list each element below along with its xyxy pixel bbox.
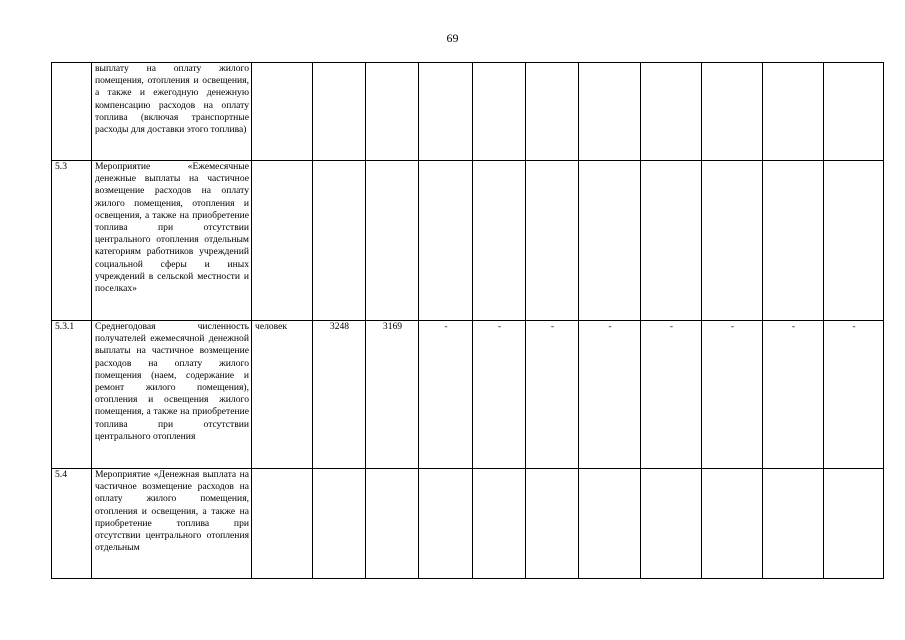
table-row — [52, 161, 884, 321]
row-description: Среднегодовая численность получателей ежемесячной денежной выплаты на частичное возмещение расходов на оплату жилого помещения (наем, содержание и ремонт жилого помещения), отопления и освещения жилого помещения, а также на приобретение топлива при отсутствии центрального отопления — [92, 321, 252, 469]
row-value: - — [824, 321, 884, 469]
row-value: - — [419, 321, 473, 469]
row-value: - — [641, 321, 702, 469]
table-row — [52, 321, 884, 469]
row-value — [366, 161, 419, 321]
row-value — [473, 469, 526, 579]
row-value: - — [763, 321, 824, 469]
row-unit — [252, 469, 313, 579]
row-value — [473, 161, 526, 321]
row-description: выплату на оплату жилого помещения, отопления и освещения, а также и ежегодную денежную компенсацию расходов на оплату топлива (включая транспортные расходы для доставки этого топлива) — [92, 63, 252, 161]
row-number: 5.4 — [52, 469, 92, 579]
row-description: Мероприятие «Денежная выплата на частичное возмещение расходов на оплату жилого помещения, отопления и освещения, а также на приобретение топлива при отсутствии центрального отопления отдельным — [92, 469, 252, 579]
table-row — [52, 469, 884, 579]
row-value — [579, 469, 641, 579]
row-value — [702, 63, 763, 161]
row-value — [526, 469, 579, 579]
row-value: - — [526, 321, 579, 469]
row-number: 5.3 — [52, 161, 92, 321]
row-value — [419, 63, 473, 161]
row-value — [419, 469, 473, 579]
row-value: - — [579, 321, 641, 469]
row-value — [419, 161, 473, 321]
row-value — [313, 469, 366, 579]
table-row — [52, 63, 884, 161]
row-value: - — [702, 321, 763, 469]
row-unit — [252, 161, 313, 321]
row-value — [824, 161, 884, 321]
page-number: 69 — [446, 31, 459, 45]
row-value — [763, 469, 824, 579]
row-value — [702, 161, 763, 321]
row-value — [366, 469, 419, 579]
row-value — [641, 161, 702, 321]
row-value — [313, 63, 366, 161]
row-value — [579, 63, 641, 161]
row-number: 5.3.1 — [52, 321, 92, 469]
row-unit — [252, 63, 313, 161]
row-value: 3169 — [366, 321, 419, 469]
row-value — [526, 161, 579, 321]
row-value — [366, 63, 419, 161]
row-value — [641, 469, 702, 579]
row-value: - — [473, 321, 526, 469]
row-value — [702, 469, 763, 579]
row-value — [763, 63, 824, 161]
row-value — [641, 63, 702, 161]
row-value — [313, 161, 366, 321]
row-unit: человек — [252, 321, 313, 469]
row-value — [824, 63, 884, 161]
row-value — [579, 161, 641, 321]
indicators-table — [51, 62, 884, 579]
row-value — [824, 469, 884, 579]
row-value — [526, 63, 579, 161]
row-value: 3248 — [313, 321, 366, 469]
row-description: Мероприятие «Ежемесячные денежные выплаты на частичное возмещение расходов на оплату жилого помещения, отопления и освещения, а также на приобретение топлива при отсутствии центрального отопления отдельным категориям работников учреждений социальной сферы и иных учреждений в сельской местности и поселках» — [92, 161, 252, 321]
row-value — [763, 161, 824, 321]
row-value — [473, 63, 526, 161]
row-number — [52, 63, 92, 161]
